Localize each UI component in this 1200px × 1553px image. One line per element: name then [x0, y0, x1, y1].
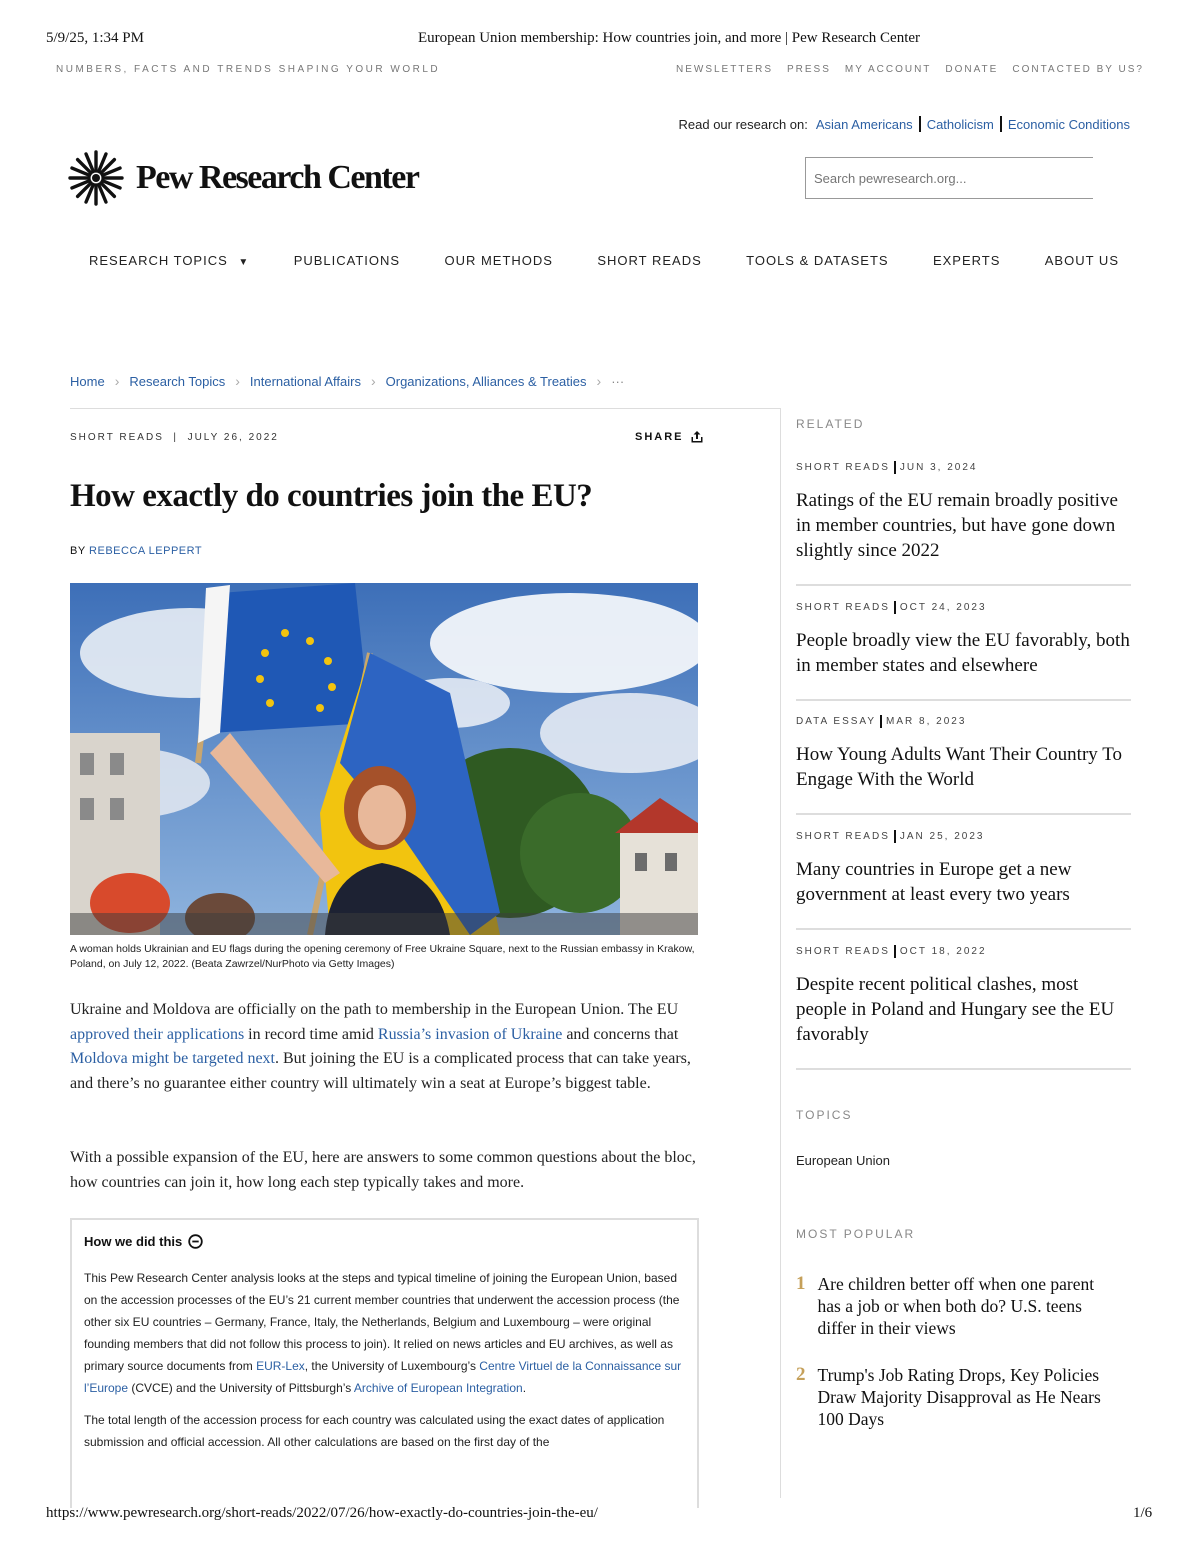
research-link-economic-conditions[interactable]: Economic Conditions — [1007, 116, 1130, 132]
sunburst-logo-icon — [68, 150, 124, 206]
related-kicker — [796, 715, 1131, 728]
separator — [1000, 116, 1002, 132]
nav-label: RESEARCH TOPICS — [89, 253, 228, 268]
related-date: OCT 24, 2023 — [899, 602, 987, 613]
related-date: JUN 3, 2024 — [899, 462, 978, 473]
caret-down-icon: ▼ — [238, 257, 250, 268]
article-paragraph-2: With a possible expansion of the EU, here are answers to some common questions about the bloc, how countries can join it, how long each step typically takes and more. — [70, 1149, 696, 1191]
related-title[interactable]: Ratings of the EU remain broadly positive in member countries, but have gone down slightly since 2022 — [796, 490, 1118, 561]
popular-rank: 1 — [796, 1273, 806, 1294]
related-title[interactable]: Many countries in Europe get a new government at least every two years — [796, 859, 1072, 905]
breadcrumb-organizations[interactable]: Organizations, Alliances & Treaties — [385, 373, 587, 389]
research-link-catholicism[interactable]: Catholicism — [926, 116, 994, 132]
related-label: RELATED — [796, 417, 865, 431]
how-box-title: How we did this — [84, 1234, 183, 1249]
breadcrumb — [70, 373, 624, 389]
how-we-did-this-toggle[interactable] — [84, 1234, 685, 1249]
related-kicker — [796, 945, 1131, 958]
related-kicker — [796, 830, 1131, 843]
print-page-title: European Union membership: How countries join, and more | Pew Research Center — [418, 30, 921, 46]
search-input[interactable] — [805, 157, 1093, 199]
related-item[interactable] — [796, 601, 1131, 678]
link-archive-european-integration[interactable]: Archive of European Integration — [353, 1381, 523, 1395]
utility-link-contacted[interactable]: CONTACTED BY US? — [1012, 64, 1144, 75]
separator — [894, 830, 896, 843]
breadcrumb-international-affairs[interactable]: International Affairs — [249, 373, 361, 389]
popular-item[interactable] — [796, 1364, 1116, 1430]
related-title[interactable]: How Young Adults Want Their Country To Engage With the World — [796, 744, 1122, 790]
flags-photo-illustration — [70, 583, 698, 935]
topics-label: TOPICS — [796, 1108, 853, 1122]
popular-rank: 2 — [796, 1364, 806, 1385]
popular-item[interactable] — [796, 1273, 1116, 1339]
article-kicker: SHORT READS | JULY 26, 2022 — [70, 432, 279, 443]
read-research-bar — [679, 116, 1131, 132]
divider — [796, 928, 1131, 930]
how-box-paragraph-1 — [84, 1267, 685, 1399]
nav-tools-datasets[interactable]: TOOLS & DATASETS — [746, 253, 889, 268]
research-link-asian-americans[interactable]: Asian Americans — [815, 116, 913, 132]
topic-link-european-union[interactable]: European Union — [796, 1153, 890, 1168]
link-moldova-targeted[interactable]: Moldova might be targeted next — [70, 1050, 275, 1067]
byline-prefix: BY — [70, 545, 86, 557]
nav-our-methods[interactable]: OUR METHODS — [444, 253, 553, 268]
chevron-right-icon: › — [596, 373, 602, 389]
utility-nav — [676, 64, 1144, 75]
related-kicker — [796, 601, 1131, 614]
separator — [880, 715, 882, 728]
nav-experts[interactable]: EXPERTS — [932, 253, 1001, 268]
print-page-count: 1/6 — [1133, 1505, 1153, 1521]
link-cvce[interactable]: Centre Virtuel de la Connaissance sur l’Europe — [84, 1359, 682, 1395]
site-logo[interactable] — [68, 150, 418, 206]
chevron-right-icon: › — [370, 373, 376, 389]
text-run: . — [522, 1381, 527, 1395]
popular-title[interactable]: Are children better off when one parent has a job or when both do? U.S. teens differ in their views — [817, 1274, 1095, 1338]
related-date: MAR 8, 2023 — [886, 716, 967, 727]
share-label: SHARE — [635, 431, 684, 443]
breadcrumb-home[interactable]: Home — [70, 373, 105, 389]
nav-publications[interactable]: PUBLICATIONS — [293, 253, 401, 268]
article-photo — [70, 583, 698, 935]
utility-link-press[interactable]: PRESS — [787, 64, 831, 75]
article-headline: How exactly do countries join the EU? — [70, 478, 593, 514]
text-run: , the University of Luxembourg’s — [304, 1359, 480, 1373]
related-type: SHORT READS — [796, 831, 890, 842]
link-approved-applications[interactable]: approved their applications — [70, 1025, 245, 1043]
logo-wordmark: Pew Research Center — [136, 159, 419, 196]
main-nav — [89, 253, 1119, 268]
article-paragraph-1 — [70, 998, 700, 1096]
how-we-did-this-box — [70, 1218, 699, 1508]
collapse-minus-icon — [188, 1234, 203, 1249]
breadcrumb-more[interactable]: ··· — [611, 373, 625, 389]
chevron-right-icon: › — [235, 373, 240, 389]
nav-about-us[interactable]: ABOUT US — [1044, 253, 1119, 268]
text-run: This Pew Research Center analysis looks at the steps and typical timeline of joining the European Union, based on the accession processes of the EU’s 21 current member countries that underwent the accession process (the other six EU countries – Germany, France, Italy, the Netherlands, Belgium and Luxembourg – were original founding members that did not follow this process to join). It relied on news articles and EU archives, as well as primary source documents from — [84, 1271, 680, 1373]
related-item[interactable] — [796, 715, 1131, 792]
related-title[interactable]: People broadly view the EU favorably, both in member states and elsewhere — [796, 630, 1130, 676]
how-box-paragraph-2: The total length of the accession process for each country was calculated using the exact dates of application submission and official accession. All other calculations are based on the first day of the — [84, 1413, 665, 1449]
separator — [919, 116, 921, 132]
utility-link-newsletters[interactable]: NEWSLETTERS — [675, 64, 773, 75]
read-research-label: Read our research on: — [678, 116, 808, 132]
utility-link-my-account[interactable]: MY ACCOUNT — [844, 64, 932, 75]
related-item[interactable] — [796, 945, 1131, 1047]
article-byline — [70, 545, 202, 557]
related-title[interactable]: Despite recent political clashes, most people in Poland and Hungary see the EU favorably — [796, 974, 1115, 1045]
column-divider — [780, 408, 781, 1498]
text-run: (CVCE) and the University of Pittsburgh’s — [128, 1381, 354, 1395]
text-run: in record time amid — [244, 1025, 378, 1043]
site-tagline: NUMBERS, FACTS AND TRENDS SHAPING YOUR WORLD — [56, 64, 441, 75]
divider — [796, 1068, 1131, 1070]
article-top-rule — [70, 408, 780, 409]
related-type: SHORT READS — [796, 602, 890, 613]
related-item[interactable] — [796, 830, 1131, 907]
print-datetime: 5/9/25, 1:34 PM — [46, 30, 144, 46]
author-link[interactable]: REBECCA LEPPERT — [89, 545, 203, 557]
share-button[interactable] — [635, 430, 704, 444]
link-eur-lex[interactable]: EUR-Lex — [256, 1359, 305, 1373]
separator — [894, 945, 896, 958]
related-type: DATA ESSAY — [796, 716, 877, 727]
related-type: SHORT READS — [796, 462, 890, 473]
print-url: https://www.pewresearch.org/short-reads/2022/07/26/how-exactly-do-countries-join-the-eu/ — [46, 1505, 598, 1521]
share-icon — [690, 430, 704, 444]
popular-title[interactable]: Trump's Job Rating Drops, Key Policies Draw Majority Disapproval as He Nears 100 Days — [817, 1365, 1101, 1429]
divider — [796, 584, 1131, 586]
chevron-right-icon: › — [114, 373, 120, 389]
nav-short-reads[interactable]: SHORT READS — [597, 253, 702, 268]
divider — [796, 699, 1131, 701]
photo-caption: A woman holds Ukrainian and EU flags during the opening ceremony of Free Ukraine Square, next to the Russian embassy in Krakow, Poland, on July 12, 2022. (Beata Zawrzel/NurPhoto via Getty Images) — [70, 943, 695, 970]
text-run: Ukraine and Moldova are officially on the path to membership in the European Union. The EU — [70, 1001, 679, 1018]
related-item[interactable] — [796, 461, 1131, 563]
related-date: OCT 18, 2022 — [899, 946, 987, 957]
divider — [796, 813, 1131, 815]
link-russia-invasion[interactable]: Russia’s invasion of Ukraine — [377, 1025, 563, 1043]
nav-research-topics[interactable] — [89, 253, 249, 268]
text-run: and concerns that — [562, 1025, 679, 1043]
text-run: . But joining the EU is a complicated process that can take years, and there’s no guarantee either country will ultimately win a seat at Europe’s biggest table. — [70, 1050, 691, 1092]
utility-link-donate[interactable]: DONATE — [945, 64, 999, 75]
related-kicker — [796, 461, 1131, 474]
separator — [894, 601, 896, 614]
related-type: SHORT READS — [796, 946, 890, 957]
related-date: JAN 25, 2023 — [899, 831, 985, 842]
breadcrumb-research-topics[interactable]: Research Topics — [129, 373, 226, 389]
separator — [894, 461, 896, 474]
most-popular-label: MOST POPULAR — [796, 1227, 916, 1241]
